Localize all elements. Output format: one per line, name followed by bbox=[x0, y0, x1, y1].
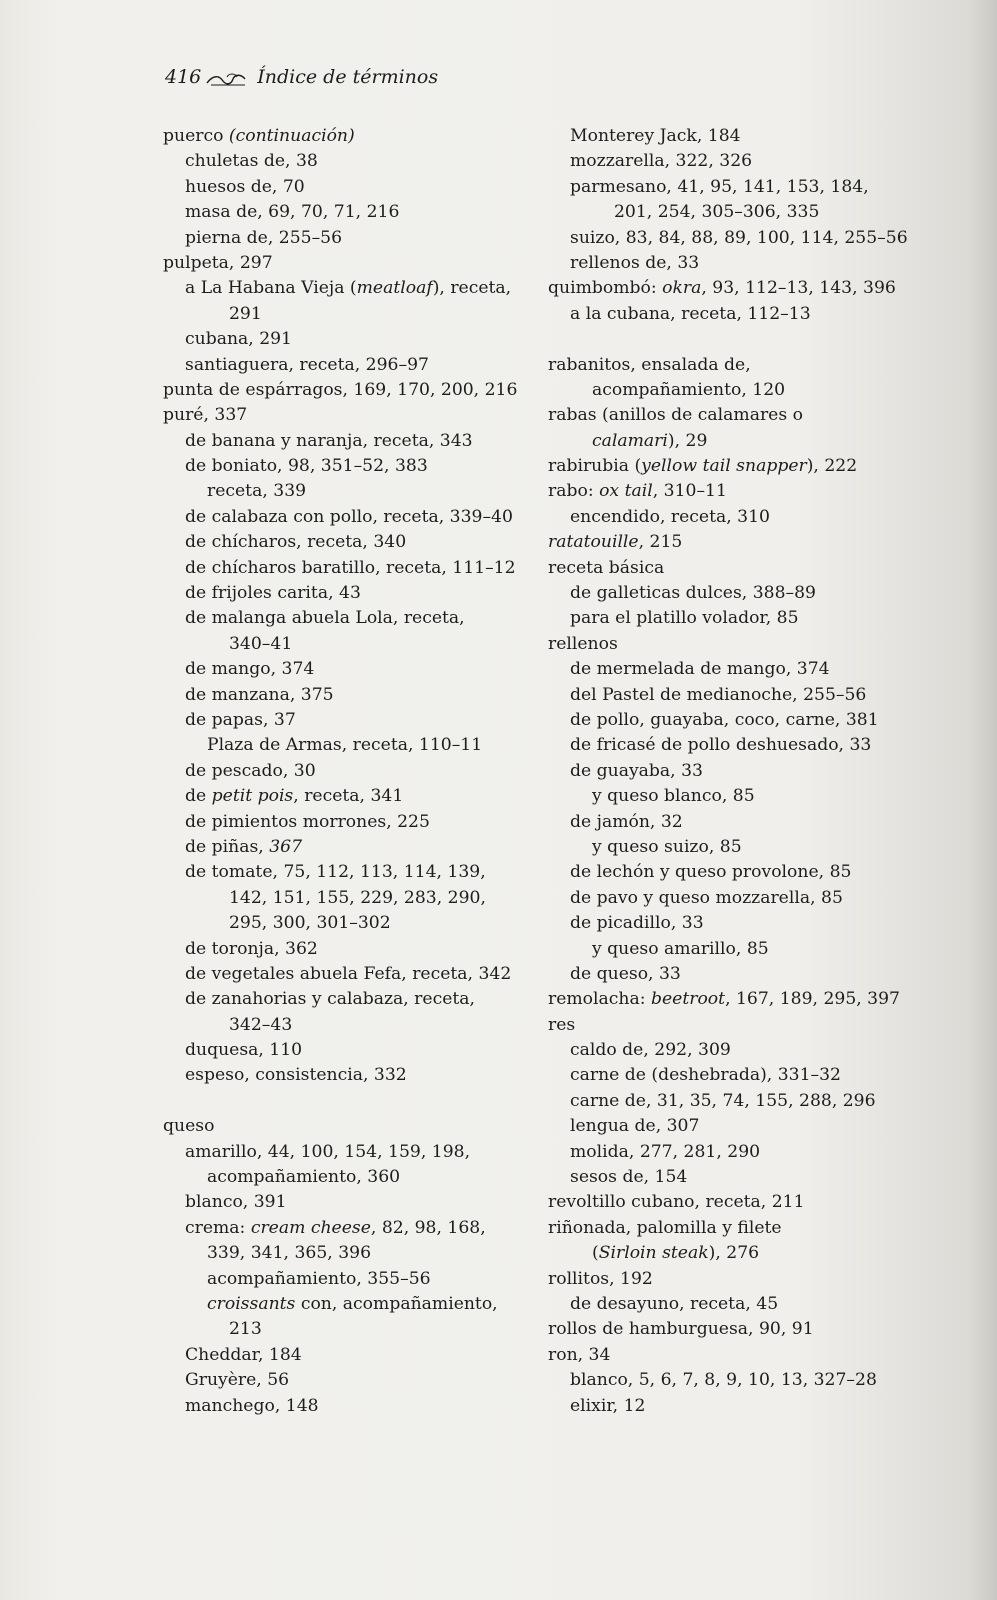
index-entry bbox=[548, 276, 908, 301]
index-subentry bbox=[163, 784, 538, 809]
index-entry bbox=[548, 1190, 908, 1215]
index-text: espeso, consistencia, 332 bbox=[185, 1065, 407, 1086]
index-subentry bbox=[163, 581, 538, 606]
index-text: carne de, 31, 35, 74, 155, 288, 296 bbox=[570, 1090, 876, 1111]
index-subentry bbox=[548, 962, 908, 987]
index-subentry bbox=[163, 276, 538, 301]
ornament-icon bbox=[205, 70, 249, 86]
index-text: calamari bbox=[592, 430, 668, 451]
index-text: Plaza de Armas, receta, 110–11 bbox=[207, 735, 483, 756]
index-text: 142, 151, 155, 229, 283, 290, bbox=[229, 887, 486, 908]
index-text: de vegetales abuela Fefa, receta, 342 bbox=[185, 963, 512, 984]
index-subentry bbox=[548, 1140, 908, 1165]
index-text: carne de (deshebrada), 331–32 bbox=[570, 1065, 841, 1086]
index-subentry bbox=[163, 556, 538, 581]
index-subentry bbox=[163, 911, 538, 936]
index-text: , 215 bbox=[638, 532, 683, 553]
index-subentry bbox=[548, 505, 908, 530]
index-subentry bbox=[548, 1292, 908, 1317]
index-text: rabas (anillos de calamares o bbox=[548, 405, 803, 426]
index-subentry bbox=[163, 683, 538, 708]
index-text: rollitos, 192 bbox=[548, 1268, 653, 1289]
index-text: okra bbox=[662, 278, 702, 299]
index-text: 295, 300, 301–302 bbox=[229, 913, 391, 934]
index-entry bbox=[548, 1343, 908, 1368]
index-text: ), 276 bbox=[708, 1243, 760, 1264]
index-entry bbox=[548, 1013, 908, 1038]
index-text: cream cheese bbox=[250, 1217, 371, 1238]
index-subentry bbox=[163, 1165, 538, 1190]
index-text: de mermelada de mango, 374 bbox=[570, 659, 830, 680]
index-entry bbox=[163, 403, 538, 428]
index-text: de jamón, 32 bbox=[570, 811, 683, 832]
index-text: del Pastel de medianoche, 255–56 bbox=[570, 684, 867, 705]
index-text: de boniato, 98, 351–52, 383 bbox=[185, 456, 428, 477]
index-text: de fricasé de pollo deshuesado, 33 bbox=[570, 735, 872, 756]
index-entry bbox=[548, 1317, 908, 1342]
index-subentry bbox=[163, 1267, 538, 1292]
index-subentry bbox=[548, 1241, 908, 1266]
index-subentry bbox=[548, 1038, 908, 1063]
index-text: meatloaf bbox=[356, 278, 433, 299]
index-text: ron, 34 bbox=[548, 1344, 611, 1365]
index-subentry bbox=[163, 1292, 538, 1317]
index-subentry bbox=[163, 1241, 538, 1266]
index-text: santiaguera, receta, 296–97 bbox=[185, 354, 429, 375]
index-subentry bbox=[163, 708, 538, 733]
index-text: molida, 277, 281, 290 bbox=[570, 1141, 761, 1162]
index-subentry bbox=[163, 810, 538, 835]
index-subentry bbox=[548, 1368, 908, 1393]
index-text: Monterey Jack, 184 bbox=[570, 126, 741, 146]
index-subentry bbox=[548, 124, 908, 149]
index-text: huesos de, 70 bbox=[185, 176, 305, 197]
index-subentry bbox=[548, 302, 908, 327]
index-text: a la cubana, receta, 112–13 bbox=[570, 303, 811, 324]
index-text: 367 bbox=[269, 836, 303, 857]
index-subentry bbox=[163, 1216, 538, 1241]
index-text: de queso, 33 bbox=[570, 963, 681, 984]
index-text: , receta, 341 bbox=[293, 786, 404, 807]
index-text: para el platillo volador, 85 bbox=[570, 608, 799, 629]
index-subentry bbox=[163, 937, 538, 962]
index-text: duquesa, 110 bbox=[185, 1040, 303, 1061]
index-text: de bbox=[185, 786, 212, 807]
index-subentry bbox=[548, 860, 908, 885]
index-text: de pavo y queso mozzarella, 85 bbox=[570, 887, 843, 908]
index-text: rabirubia ( bbox=[548, 456, 642, 477]
index-text: petit pois bbox=[211, 786, 294, 807]
index-subentry bbox=[548, 886, 908, 911]
index-text: 213 bbox=[229, 1319, 262, 1340]
index-text: , 167, 189, 295, 397 bbox=[725, 989, 900, 1010]
index-gap bbox=[548, 327, 908, 352]
index-text: 339, 341, 365, 396 bbox=[207, 1243, 372, 1264]
index-text: encendido, receta, 310 bbox=[570, 506, 770, 527]
index-text: blanco, 5, 6, 7, 8, 9, 10, 13, 327–28 bbox=[570, 1370, 877, 1391]
index-subentry bbox=[548, 683, 908, 708]
index-subentry bbox=[163, 759, 538, 784]
index-text: con, acompañamiento, bbox=[295, 1293, 498, 1314]
index-text: de piñas, bbox=[185, 836, 270, 857]
index-text: 291 bbox=[229, 303, 262, 324]
index-text: de zanahorias y calabaza, receta, bbox=[185, 989, 475, 1010]
index-subentry bbox=[548, 175, 908, 200]
index-text: receta, 339 bbox=[207, 481, 307, 502]
index-gap bbox=[163, 1089, 538, 1114]
index-text: , 310–11 bbox=[652, 481, 727, 502]
index-subentry bbox=[548, 251, 908, 276]
index-subentry bbox=[163, 226, 538, 251]
index-subentry bbox=[163, 505, 538, 530]
index-text: res bbox=[548, 1014, 576, 1035]
index-text: y queso amarillo, 85 bbox=[592, 938, 769, 959]
index-text: de desayuno, receta, 45 bbox=[570, 1293, 779, 1314]
index-text: amarillo, 44, 100, 154, 159, 198, bbox=[185, 1141, 471, 1162]
index-text: pierna de, 255–56 bbox=[185, 227, 343, 248]
index-subentry bbox=[548, 149, 908, 174]
index-subentry bbox=[548, 911, 908, 936]
index-subentry bbox=[163, 606, 538, 631]
index-subentry bbox=[548, 1089, 908, 1114]
index-subentry bbox=[548, 835, 908, 860]
index-text: lengua de, 307 bbox=[570, 1116, 700, 1137]
index-entry bbox=[163, 251, 538, 276]
index-text: de calabaza con pollo, receta, 339–40 bbox=[185, 506, 513, 527]
index-text: ), 29 bbox=[667, 430, 708, 451]
index-text: acompañamiento, 355–56 bbox=[207, 1268, 431, 1289]
index-text: de mango, 374 bbox=[185, 659, 315, 680]
running-header bbox=[165, 66, 438, 88]
index-text: acompañamiento, 120 bbox=[592, 379, 786, 400]
index-text: caldo de, 292, 309 bbox=[570, 1040, 731, 1061]
index-text: chuletas de, 38 bbox=[185, 151, 318, 172]
index-subentry bbox=[163, 479, 538, 504]
index-text: de pollo, guayaba, coco, carne, 381 bbox=[570, 709, 879, 730]
index-text: de banana y naranja, receta, 343 bbox=[185, 430, 473, 451]
index-text: de guayaba, 33 bbox=[570, 760, 703, 781]
index-subentry bbox=[548, 784, 908, 809]
index-subentry bbox=[163, 1038, 538, 1063]
index-subentry bbox=[163, 1343, 538, 1368]
index-entry bbox=[163, 378, 538, 403]
index-text: punta de espárragos, 169, 170, 200, 216 bbox=[163, 379, 518, 400]
index-subentry bbox=[163, 1013, 538, 1038]
index-subentry bbox=[163, 632, 538, 657]
index-text: , 93, 112–13, 143, 396 bbox=[701, 278, 896, 299]
index-text: receta básica bbox=[548, 557, 665, 578]
index-text: acompañamiento, 360 bbox=[207, 1167, 401, 1188]
index-text: revoltillo cubano, receta, 211 bbox=[548, 1192, 805, 1213]
index-subentry bbox=[548, 708, 908, 733]
index-text: sesos de, 154 bbox=[570, 1167, 688, 1188]
index-text: manchego, 148 bbox=[185, 1395, 319, 1416]
index-subentry bbox=[163, 1394, 538, 1419]
index-subentry bbox=[163, 860, 538, 885]
index-entry bbox=[548, 987, 908, 1012]
index-text: parmesano, 41, 95, 141, 153, 184, bbox=[570, 176, 869, 197]
index-subentry bbox=[548, 606, 908, 631]
index-text: a La Habana Vieja ( bbox=[185, 278, 357, 299]
index-subentry bbox=[163, 733, 538, 758]
index-subentry bbox=[548, 759, 908, 784]
index-subentry bbox=[548, 810, 908, 835]
index-text: ox tail bbox=[599, 481, 653, 502]
index-text: suizo, 83, 84, 88, 89, 100, 114, 255–56 bbox=[570, 227, 908, 248]
index-text: puré, 337 bbox=[163, 405, 248, 426]
index-text: riñonada, palomilla y filete bbox=[548, 1217, 782, 1238]
index-entry bbox=[548, 454, 908, 479]
index-text: de chícharos baratillo, receta, 111–12 bbox=[185, 557, 516, 578]
index-column-left bbox=[163, 124, 538, 1419]
index-text: de manzana, 375 bbox=[185, 684, 334, 705]
index-subentry bbox=[548, 581, 908, 606]
index-subentry bbox=[548, 429, 908, 454]
index-subentry bbox=[548, 937, 908, 962]
index-text: 342–43 bbox=[229, 1014, 293, 1035]
index-text: ), 222 bbox=[806, 456, 858, 477]
index-column-right bbox=[548, 124, 908, 1419]
index-entry bbox=[548, 556, 908, 581]
index-subentry bbox=[163, 835, 538, 860]
index-subentry bbox=[548, 1165, 908, 1190]
index-text: croissants bbox=[207, 1293, 296, 1314]
index-text: ), receta, bbox=[432, 278, 512, 299]
index-subentry bbox=[548, 1063, 908, 1088]
index-text: Gruyère, 56 bbox=[185, 1370, 290, 1391]
index-text: ratatouille bbox=[548, 532, 639, 553]
index-text: mozzarella, 322, 326 bbox=[570, 151, 753, 172]
index-subentry bbox=[163, 1190, 538, 1215]
index-subentry bbox=[163, 1317, 538, 1342]
index-text: de chícharos, receta, 340 bbox=[185, 532, 407, 553]
index-text: ( bbox=[592, 1243, 599, 1264]
index-subentry bbox=[163, 657, 538, 682]
index-subentry bbox=[163, 1063, 538, 1088]
index-subentry bbox=[163, 327, 538, 352]
index-subentry bbox=[548, 226, 908, 251]
index-subentry bbox=[163, 530, 538, 555]
index-text: puerco bbox=[163, 126, 229, 146]
index-entry bbox=[548, 353, 908, 378]
index-entry bbox=[548, 1216, 908, 1241]
index-subentry bbox=[163, 429, 538, 454]
index-text: de pescado, 30 bbox=[185, 760, 316, 781]
index-entry bbox=[163, 124, 538, 149]
index-text: crema: bbox=[185, 1217, 251, 1238]
index-subentry bbox=[163, 353, 538, 378]
index-entry bbox=[548, 479, 908, 504]
index-text: queso bbox=[163, 1116, 215, 1137]
index-subentry bbox=[548, 1114, 908, 1139]
index-text: y queso suizo, 85 bbox=[592, 836, 742, 857]
index-subentry bbox=[163, 175, 538, 200]
index-text: rabanitos, ensalada de, bbox=[548, 354, 751, 375]
index-text: beetroot bbox=[650, 989, 726, 1010]
index-text: rabo: bbox=[548, 481, 600, 502]
index-text: Sirloin steak bbox=[598, 1243, 709, 1264]
index-entry bbox=[163, 1114, 538, 1139]
page-title: Índice de términos bbox=[257, 66, 439, 88]
index-entry bbox=[548, 530, 908, 555]
index-text: remolacha: bbox=[548, 989, 651, 1010]
index-subentry bbox=[163, 200, 538, 225]
index-entry bbox=[548, 403, 908, 428]
index-text: de galleticas dulces, 388–89 bbox=[570, 583, 816, 604]
index-entry bbox=[548, 632, 908, 657]
index-text: blanco, 391 bbox=[185, 1192, 287, 1213]
index-text: de papas, 37 bbox=[185, 709, 296, 730]
index-subentry bbox=[163, 1368, 538, 1393]
index-text: (continuación) bbox=[228, 126, 355, 146]
index-text: elixir, 12 bbox=[570, 1395, 646, 1416]
index-text: pulpeta, 297 bbox=[163, 252, 273, 273]
index-text: y queso blanco, 85 bbox=[592, 786, 755, 807]
index-subentry bbox=[163, 1140, 538, 1165]
index-text: 340–41 bbox=[229, 633, 293, 654]
index-text: de pimientos morrones, 225 bbox=[185, 811, 430, 832]
index-text: yellow tail snapper bbox=[641, 456, 807, 477]
index-text: Cheddar, 184 bbox=[185, 1344, 302, 1365]
index-subentry bbox=[163, 302, 538, 327]
index-subentry bbox=[548, 657, 908, 682]
index-subentry bbox=[163, 987, 538, 1012]
index-subentry bbox=[548, 733, 908, 758]
index-text: de malanga abuela Lola, receta, bbox=[185, 608, 465, 629]
index-text: de picadillo, 33 bbox=[570, 913, 704, 934]
index-text: rellenos de, 33 bbox=[570, 252, 700, 273]
index-subentry bbox=[548, 200, 908, 225]
index-text: de frijoles carita, 43 bbox=[185, 583, 361, 604]
index-subentry bbox=[163, 454, 538, 479]
index-text: , 82, 98, 168, bbox=[370, 1217, 486, 1238]
index-subentry bbox=[163, 149, 538, 174]
index-text: rellenos bbox=[548, 633, 618, 654]
index-text: de toronja, 362 bbox=[185, 938, 318, 959]
index-text: rollos de hamburguesa, 90, 91 bbox=[548, 1319, 814, 1340]
index-text: quimbombó: bbox=[548, 278, 663, 299]
index-text: masa de, 69, 70, 71, 216 bbox=[185, 202, 400, 223]
index-entry bbox=[548, 1267, 908, 1292]
index-subentry bbox=[163, 962, 538, 987]
index-subentry bbox=[163, 886, 538, 911]
page-number: 416 bbox=[165, 66, 202, 88]
index-subentry bbox=[548, 378, 908, 403]
index-text: cubana, 291 bbox=[185, 329, 292, 350]
index-text: de lechón y queso provolone, 85 bbox=[570, 862, 852, 883]
index-subentry bbox=[548, 1394, 908, 1419]
index-text: 201, 254, 305–306, 335 bbox=[614, 202, 820, 223]
index-text: de tomate, 75, 112, 113, 114, 139, bbox=[185, 862, 486, 883]
